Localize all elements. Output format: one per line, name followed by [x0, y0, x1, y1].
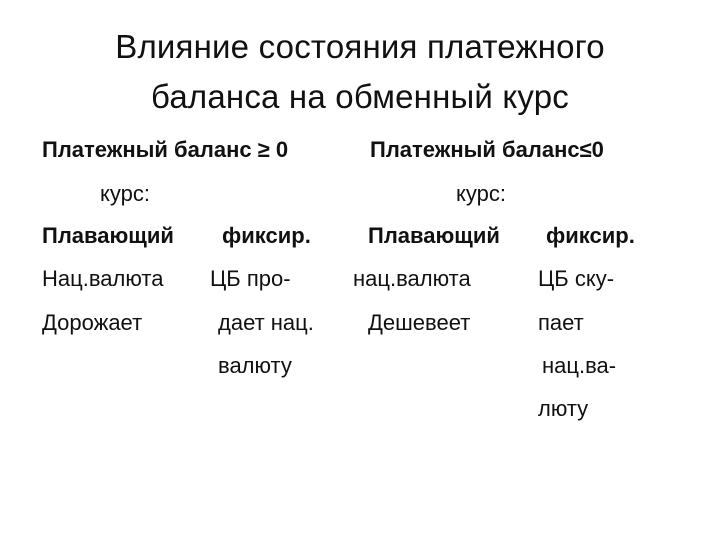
right-heading: Платежный баланс≤0 [370, 137, 604, 162]
left-fixed-line-3: валюту [218, 353, 292, 378]
title-line-2: баланса на обменный курс [150, 78, 570, 115]
left-fixed-header: фиксир. [222, 223, 311, 248]
slide-title [0, 22, 720, 122]
left-fixed-line-1: ЦБ про- [210, 266, 291, 291]
left-fixed-line-2: дает нац. [218, 310, 314, 335]
left-floating-line-2: Дорожает [42, 310, 143, 335]
left-heading: Платежный баланс ≥ 0 [42, 137, 289, 162]
right-fixed-line-4: люту [538, 396, 589, 421]
right-rate-label: курс: [456, 181, 506, 206]
left-floating-line-1: Нац.валюта [42, 266, 164, 291]
left-rate-label: курс: [100, 181, 150, 206]
title-line-1: Влияние состояния платежного [115, 28, 605, 65]
right-floating-line-1: нац.валюта [353, 266, 471, 291]
right-fixed-line-3: нац.ва- [542, 353, 617, 378]
right-fixed-header: фиксир. [546, 223, 635, 248]
right-fixed-line-2: пает [538, 310, 584, 335]
right-floating-line-2: Дешевеет [368, 310, 471, 335]
left-floating-header: Плавающий [42, 223, 174, 248]
right-fixed-line-1: ЦБ ску- [538, 266, 615, 291]
right-floating-header: Плавающий [368, 223, 500, 248]
